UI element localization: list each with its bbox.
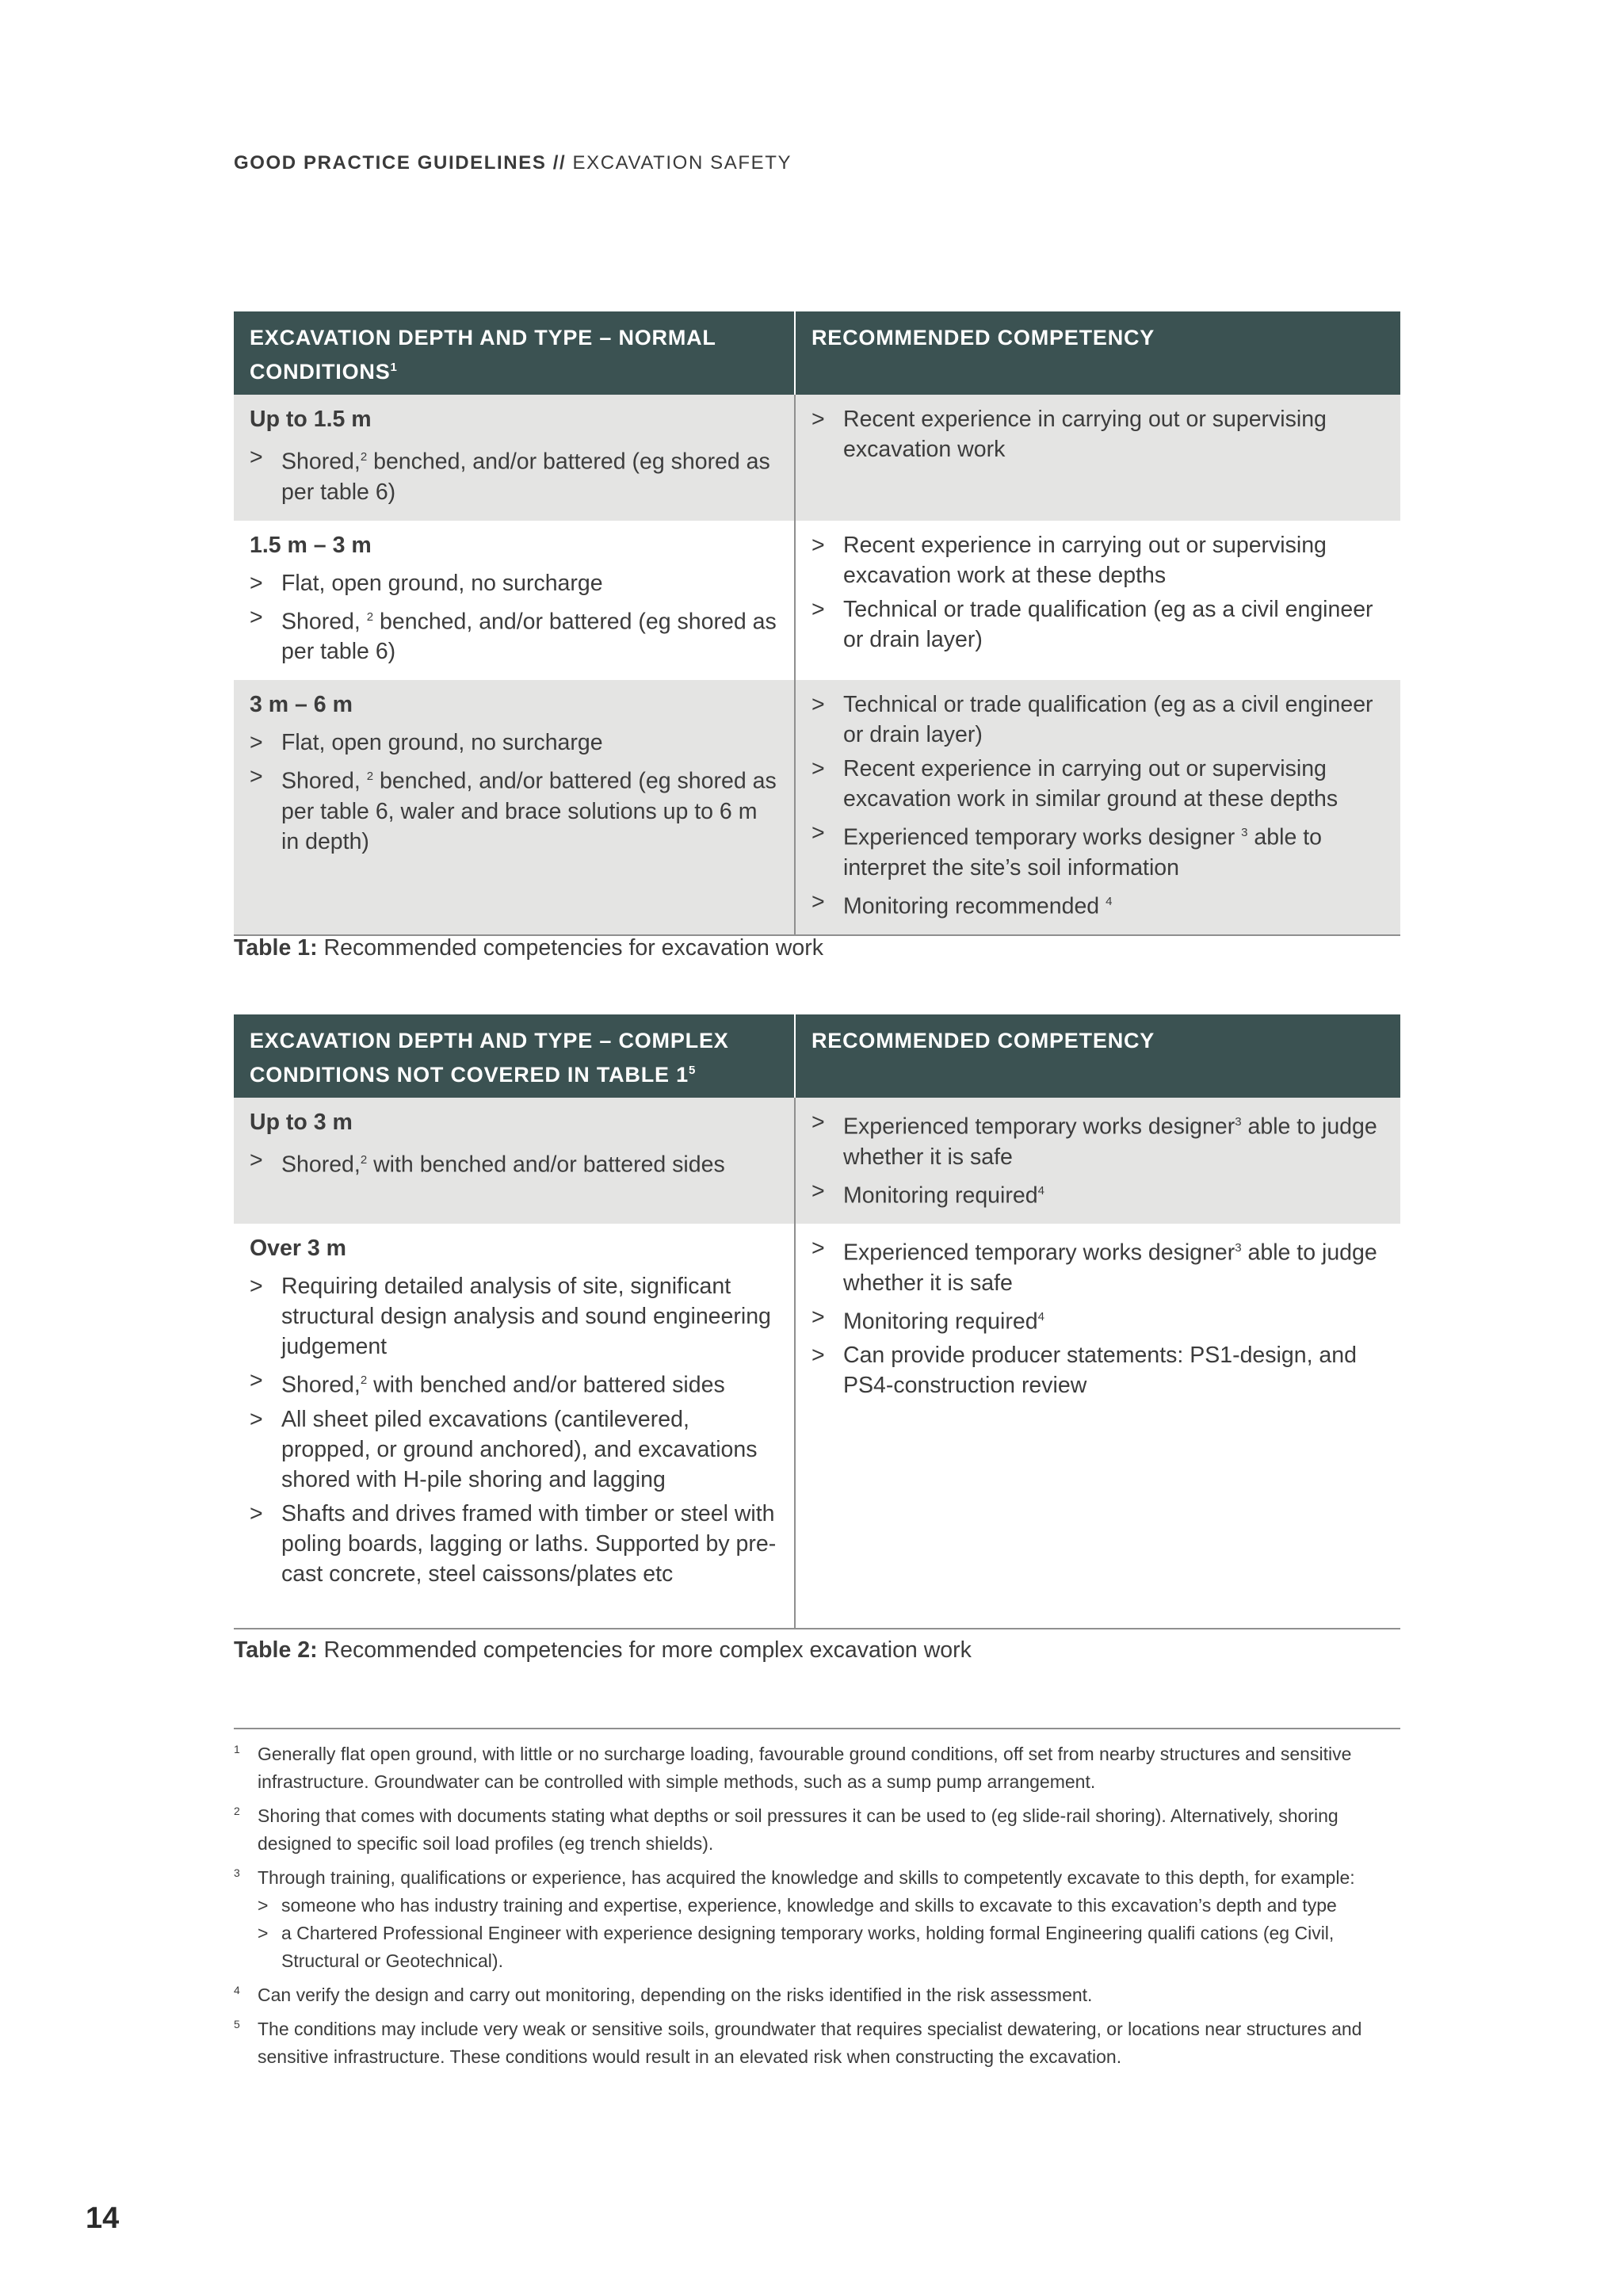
- list-item: > Flat, open ground, no surcharge: [250, 728, 778, 758]
- list-item: > Recent experience in carrying out or supervising excavation work in similar ground at these depths: [812, 754, 1384, 814]
- depth-cell: [234, 521, 795, 681]
- competency-cell: [795, 1098, 1400, 1224]
- table-row: [234, 680, 1400, 935]
- column-header-depth: EXCAVATION DEPTH AND TYPE – NORMAL CONDITIONS$^1$: [234, 311, 795, 395]
- footnote-4: 4 Can verify the design and carry out monitoring, depending on the risks identified in the risk assessment.: [234, 1984, 1093, 2005]
- list-item: > Shored, $^2$ benched, and/or battered (eg shored as per table 6): [250, 602, 778, 667]
- depth-cell: [234, 395, 795, 521]
- list-item: > Experienced temporary works designer$^3$ able to judge whether it is safe: [812, 1107, 1384, 1172]
- list-item: > Recent experience in carrying out or supervising excavation work: [812, 404, 1384, 464]
- table-row: [234, 395, 1400, 521]
- list-item: > Requiring detailed analysis of site, significant structural design analysis and sound engineering judgement: [250, 1271, 778, 1362]
- competency-cell: [795, 680, 1400, 935]
- list-item: > Experienced temporary works designer$^3$ able to judge whether it is safe: [812, 1233, 1384, 1298]
- list-item: > Shafts and drives framed with timber or steel with poling boards, lagging or laths. Supported by pre-cast concrete, steel caissons/plates etc: [250, 1499, 778, 1589]
- list-item: > Technical or trade qualification (eg as a civil engineer or drain layer): [812, 690, 1384, 750]
- table-header-row: [234, 1014, 1400, 1098]
- row-title: 1.5 m – 3 m: [250, 532, 372, 558]
- list-item: > Shored,$^2$ with benched and/or battered sides: [250, 1145, 778, 1180]
- table-header-row: [234, 311, 1400, 395]
- competency-cell: [795, 395, 1400, 521]
- footnote-divider: [234, 1728, 1400, 1729]
- column-header-competency: RECOMMENDED COMPETENCY: [795, 311, 1400, 395]
- depth-cell: [234, 1224, 795, 1629]
- list-item: > Technical or trade qualification (eg as a civil engineer or drain layer): [812, 594, 1384, 655]
- page-number: 14: [86, 2202, 120, 2235]
- table-row: [234, 1224, 1400, 1629]
- column-header-depth: EXCAVATION DEPTH AND TYPE – COMPLEX CONDITIONS NOT COVERED IN TABLE $1^5$: [234, 1014, 795, 1098]
- footnotes: [234, 1740, 1403, 2077]
- list-item: > Monitoring required$^4$: [812, 1176, 1384, 1211]
- list-item: > Experienced temporary works designer $^3$ able to interpret the site’s soil information: [812, 818, 1384, 883]
- list-item: > Flat, open ground, no surcharge: [250, 568, 778, 598]
- row-title: 3 m – 6 m: [250, 692, 353, 717]
- list-item: > Shored,$^2$ benched, and/or battered (eg shored as per table 6): [250, 442, 778, 507]
- row-title: Over 3 m: [250, 1236, 346, 1261]
- competency-cell: [795, 1224, 1400, 1629]
- table-1-caption: Table 1: Recommended competencies for excavation work: [234, 935, 823, 961]
- column-header-competency: RECOMMENDED COMPETENCY: [795, 1014, 1400, 1098]
- footnote-3: 3 Through training, qualifications or experience, has acquired the knowledge and skills to competently excavate to this depth, for example: > someone who has industry training and expertise, experience, knowledge and skills to excavate to this excavation’s depth and type > a Chartered Professional Engineer with experience designing temporary works, holding formal Engineering qualifi cations (eg Civil, Structural or Geotechnical).: [234, 1864, 1403, 1975]
- list-item: > All sheet piled excavations (cantilevered, propped, or ground anchored), and excavations shored with H-pile shoring and lagging: [250, 1404, 778, 1495]
- footnote-5: 5 The conditions may include very weak or sensitive soils, groundwater that requires specialist dewatering, or locations near structures and sensitive infrastructure. These conditions would result in an elevated risk when constructing the excavation.: [234, 2018, 1362, 2067]
- row-title: Up to 1.5 m: [250, 407, 372, 432]
- list-item: > Monitoring required$^4$: [812, 1302, 1384, 1337]
- table-normal-conditions: [234, 311, 1400, 936]
- footnote-1: 1 Generally flat open ground, with little or no surcharge loading, favourable ground conditions, off set from nearby structures and sensitive infrastructure. Groundwater can be controlled with simple methods, such as a sump pump arrangement.: [234, 1743, 1352, 1792]
- depth-cell: [234, 1098, 795, 1224]
- table-complex-conditions: [234, 1014, 1400, 1629]
- competency-cell: [795, 521, 1400, 681]
- list-item: > Recent experience in carrying out or supervising excavation work at these depths: [812, 530, 1384, 590]
- list-item: > a Chartered Professional Engineer with experience designing temporary works, holding formal Engineering qualifi cations (eg Civil, Structural or Geotechnical).: [258, 1920, 1403, 1975]
- list-item: > Shored,$^2$ with benched and/or battered sides: [250, 1366, 778, 1400]
- table-row: [234, 1098, 1400, 1224]
- table-row: [234, 521, 1400, 681]
- running-header: [234, 152, 792, 174]
- table-2-caption: Table 2: Recommended competencies for more complex excavation work: [234, 1637, 972, 1663]
- list-item: > Shored, $^2$ benched, and/or battered (eg shored as per table 6, waler and brace solutions up to 6 m in depth): [250, 762, 778, 857]
- list-item: > Can provide producer statements: PS1-design, and PS4-construction review: [812, 1340, 1384, 1400]
- row-title: Up to 3 m: [250, 1110, 353, 1135]
- list-item: > someone who has industry training and expertise, experience, knowledge and skills to excavate to this excavation’s depth and type: [258, 1892, 1403, 1920]
- header-series: GOOD PRACTICE GUIDELINES //: [234, 152, 567, 174]
- depth-cell: [234, 680, 795, 935]
- footnote-2: 2 Shoring that comes with documents stating what depths or soil pressures it can be used to (eg slide-rail shoring). Alternatively, shoring designed to specific soil load profiles (eg trench shields).: [234, 1805, 1338, 1854]
- list-item: > Monitoring recommended $^4$: [812, 887, 1384, 922]
- header-title: EXCAVATION SAFETY: [572, 152, 792, 174]
